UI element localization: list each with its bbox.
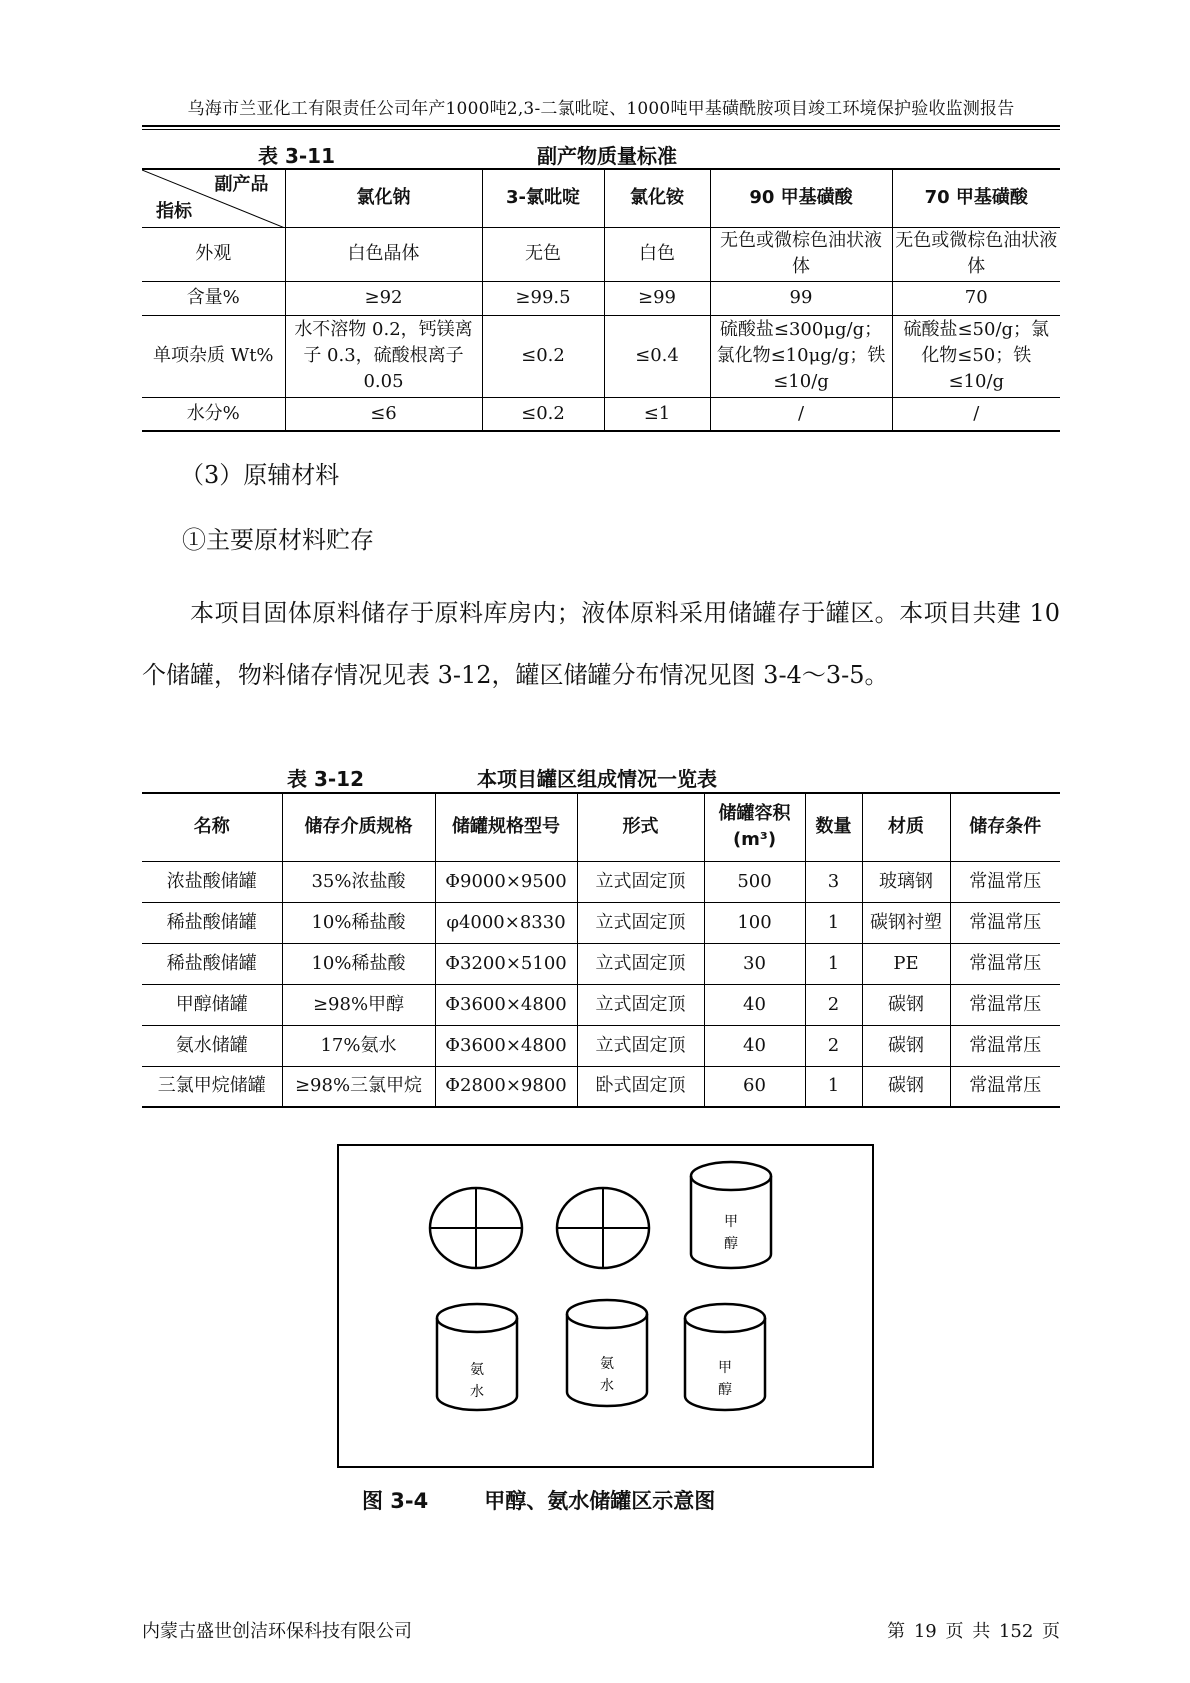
figure-title: 甲醇、氨水储罐区示意图 (484, 1489, 716, 1513)
table-cell: ≤0.2 (482, 315, 604, 397)
column-header: 储罐容积(m³) (704, 793, 805, 861)
table-cell: Φ3200×5100 (435, 943, 577, 984)
column-header: 氯化铵 (604, 169, 710, 227)
table-cell: 常温常压 (950, 1025, 1060, 1066)
footer-company: 内蒙古盛世创洁环保科技有限公司 (142, 1621, 412, 1642)
column-header: 储罐规格型号 (435, 793, 577, 861)
row-label: 含量% (142, 281, 285, 315)
ammonia-tank-label: 氨水 (470, 1362, 484, 1400)
table-cell: 甲醇储罐 (142, 984, 282, 1025)
table-cell: ≥98%三氯甲烷 (282, 1066, 435, 1107)
table-cell: 无色或微棕色油状液体 (710, 227, 892, 281)
table-cell: 常温常压 (950, 943, 1060, 984)
column-header: 形式 (577, 793, 704, 861)
row-label: 水分% (142, 397, 285, 431)
tank-area-diagram (339, 1146, 876, 1470)
figure-caption (362, 1485, 715, 1515)
tank-area-table (142, 792, 1060, 1108)
table-cell: 碳钢 (862, 1066, 950, 1107)
table-cell: 白色 (604, 227, 710, 281)
table-3-12-title: 本项目罐区组成情况一览表 (477, 767, 717, 791)
table-cell: 白色晶体 (285, 227, 482, 281)
table-cell: 水不溶物 0.2，钙镁离子 0.3，硫酸根离子 0.05 (285, 315, 482, 397)
table-cell: 玻璃钢 (862, 861, 950, 902)
table-3-11-title: 副产物质量标准 (537, 144, 677, 168)
column-header: 名称 (142, 793, 282, 861)
table-cell: 35%浓盐酸 (282, 861, 435, 902)
ammonia-tank-label: 氨水 (600, 1356, 614, 1394)
table-cell: Φ3600×4800 (435, 1025, 577, 1066)
table-cell: ≥99.5 (482, 281, 604, 315)
byproduct-quality-table (142, 168, 1060, 432)
table-cell: 稀盐酸储罐 (142, 943, 282, 984)
table-cell: 40 (704, 984, 805, 1025)
column-header: 数量 (805, 793, 862, 861)
corner-bottom-label: 指标 (156, 200, 192, 222)
methanol-tank-label: 甲醇 (724, 1214, 738, 1252)
table-cell: 10%稀盐酸 (282, 943, 435, 984)
table-cell: / (892, 397, 1060, 431)
body-paragraph: 本项目固体原料储存于原料库房内；液体原料采用储罐存于罐区。本项目共建 10 个储罐，物料储存情况见表 3-12，罐区储罐分布情况见图 3-4～3-5。 (142, 599, 1060, 689)
table-row (142, 397, 1060, 431)
table-header-row (142, 793, 1060, 861)
table-cell: ≤0.2 (482, 397, 604, 431)
column-header: 3-氯吡啶 (482, 169, 604, 227)
header-rule (142, 125, 1060, 127)
table-cell: 10%稀盐酸 (282, 902, 435, 943)
table-3-12-number: 表 3-12 (287, 767, 365, 791)
column-header: 材质 (862, 793, 950, 861)
table-cell: 碳钢 (862, 1025, 950, 1066)
table-cell: 常温常压 (950, 984, 1060, 1025)
table-cell: 无色或微棕色油状液体 (892, 227, 1060, 281)
table-cell: 3 (805, 861, 862, 902)
table-row (142, 281, 1060, 315)
table-cell: 1 (805, 902, 862, 943)
column-header: 90 甲基磺酸 (710, 169, 892, 227)
table-cell: 常温常压 (950, 1066, 1060, 1107)
round-tank-top-1 (430, 1188, 522, 1268)
table-cell: / (710, 397, 892, 431)
table-cell: 40 (704, 1025, 805, 1066)
table-cell: PE (862, 943, 950, 984)
table-cell: 2 (805, 984, 862, 1025)
section-heading: （3）原辅材料 (180, 461, 340, 489)
table-row (142, 1025, 1060, 1066)
sub-heading: ①主要原材料贮存 (182, 526, 374, 554)
table-row (142, 902, 1060, 943)
table-cell: 氨水储罐 (142, 1025, 282, 1066)
table-cell: Φ2800×9800 (435, 1066, 577, 1107)
table-cell: 1 (805, 1066, 862, 1107)
table-row (142, 984, 1060, 1025)
table-cell: ≤0.4 (604, 315, 710, 397)
table-header-row (142, 169, 1060, 227)
table-cell: ≥98%甲醇 (282, 984, 435, 1025)
table-cell: Φ9000×9500 (435, 861, 577, 902)
table-cell: ≥92 (285, 281, 482, 315)
page-header: 乌海市兰亚化工有限责任公司年产1000吨2,3-二氯吡啶、1000吨甲基磺酰胺项目竣工环境保护验收监测报告 (187, 99, 1015, 119)
table-row (142, 943, 1060, 984)
table-cell: ≥99 (604, 281, 710, 315)
table-row (142, 1066, 1060, 1107)
table-row (142, 861, 1060, 902)
table-cell: Φ3600×4800 (435, 984, 577, 1025)
table-cell: 常温常压 (950, 861, 1060, 902)
table-cell: 1 (805, 943, 862, 984)
table-cell: 碳钢衬塑 (862, 902, 950, 943)
round-tank-top-2 (557, 1188, 649, 1268)
table-cell: 浓盐酸储罐 (142, 861, 282, 902)
table-cell: 无色 (482, 227, 604, 281)
table-cell: 立式固定顶 (577, 1025, 704, 1066)
table-cell: 2 (805, 1025, 862, 1066)
table-row (142, 315, 1060, 397)
table-cell: 500 (704, 861, 805, 902)
table-cell: 60 (704, 1066, 805, 1107)
column-header: 氯化钠 (285, 169, 482, 227)
column-header: 储存条件 (950, 793, 1060, 861)
table-cell: 立式固定顶 (577, 943, 704, 984)
table-cell: 硫酸盐≤50/g；氯化物≤50；铁≤10/g (892, 315, 1060, 397)
table-3-11-number: 表 3-11 (258, 144, 336, 168)
table-cell: 立式固定顶 (577, 902, 704, 943)
table-cell: ≤1 (604, 397, 710, 431)
footer-page-number: 第 19 页 共 152 页 (887, 1621, 1060, 1642)
table-cell: 30 (704, 943, 805, 984)
corner-cell (142, 169, 285, 227)
column-header: 70 甲基磺酸 (892, 169, 1060, 227)
table-cell: 立式固定顶 (577, 984, 704, 1025)
table-cell: 常温常压 (950, 902, 1060, 943)
table-cell: 硫酸盐≤300μg/g；氯化物≤10μg/g；铁≤10/g (710, 315, 892, 397)
table-cell: 70 (892, 281, 1060, 315)
table-row (142, 227, 1060, 281)
table-cell: 99 (710, 281, 892, 315)
figure-number: 图 3-4 (362, 1489, 429, 1513)
table-cell: 三氯甲烷储罐 (142, 1066, 282, 1107)
tank-area-figure (337, 1144, 874, 1468)
header-rule-thin (142, 129, 1060, 130)
column-header: 储存介质规格 (282, 793, 435, 861)
table-cell: φ4000×8330 (435, 902, 577, 943)
table-cell: 100 (704, 902, 805, 943)
methanol-tank-label: 甲醇 (718, 1360, 732, 1398)
table-cell: 卧式固定顶 (577, 1066, 704, 1107)
table-cell: 17%氨水 (282, 1025, 435, 1066)
table-cell: 稀盐酸储罐 (142, 902, 282, 943)
table-cell: 立式固定顶 (577, 861, 704, 902)
table-cell: ≤6 (285, 397, 482, 431)
row-label: 单项杂质 Wt% (142, 315, 285, 397)
row-label: 外观 (142, 227, 285, 281)
table-cell: 碳钢 (862, 984, 950, 1025)
corner-top-label: 副产品 (214, 174, 269, 195)
